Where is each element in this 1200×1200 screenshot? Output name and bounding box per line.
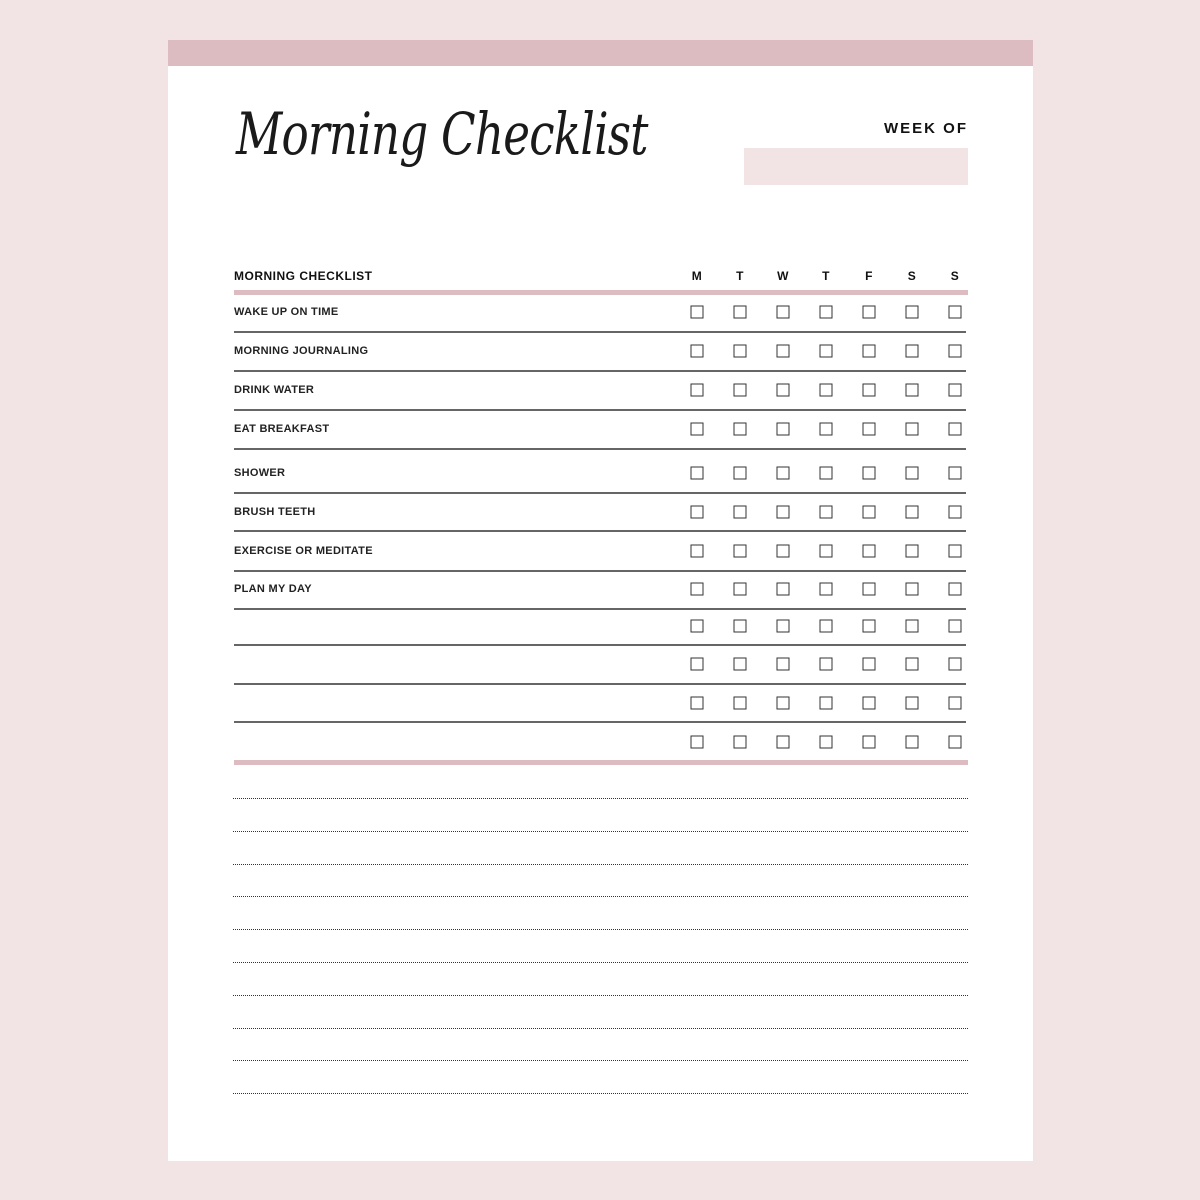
checklist-page (168, 40, 1033, 1161)
day-checkbox[interactable] (949, 736, 962, 749)
day-checkbox[interactable] (820, 345, 833, 358)
day-header: S (950, 269, 960, 283)
day-checkbox[interactable] (863, 736, 876, 749)
day-checkbox[interactable] (949, 697, 962, 710)
day-checkbox[interactable] (820, 736, 833, 749)
day-checkbox[interactable] (906, 736, 919, 749)
row-divider (234, 370, 966, 372)
notes-line[interactable] (233, 962, 968, 963)
row-divider (234, 644, 966, 646)
day-checkbox[interactable] (949, 384, 962, 397)
notes-line[interactable] (233, 929, 968, 930)
top-accent-bar (168, 40, 1033, 66)
day-checkbox[interactable] (906, 423, 919, 436)
row-divider (234, 448, 966, 450)
day-checkbox[interactable] (777, 345, 790, 358)
day-checkbox[interactable] (863, 423, 876, 436)
day-checkbox[interactable] (734, 306, 747, 319)
day-checkbox[interactable] (906, 345, 919, 358)
row-label[interactable]: WAKE UP ON TIME (234, 306, 339, 318)
row-divider (234, 409, 966, 411)
day-header: T (822, 269, 830, 283)
page-title: Morning Checklist (236, 100, 648, 168)
day-checkbox[interactable] (863, 306, 876, 319)
day-checkbox[interactable] (734, 583, 747, 596)
day-checkbox[interactable] (691, 658, 704, 671)
day-checkbox[interactable] (777, 697, 790, 710)
row-divider (234, 331, 966, 333)
day-checkbox[interactable] (777, 545, 790, 558)
day-checkbox[interactable] (949, 620, 962, 633)
header-divider (234, 290, 968, 295)
day-checkbox[interactable] (691, 384, 704, 397)
row-label[interactable]: MORNING JOURNALING (234, 345, 369, 357)
row-label[interactable]: DRINK WATER (234, 384, 315, 396)
row-label[interactable]: BRUSH TEETH (234, 506, 316, 518)
day-checkbox[interactable] (820, 423, 833, 436)
day-checkbox[interactable] (691, 306, 704, 319)
row-divider (234, 492, 966, 494)
day-checkbox[interactable] (906, 583, 919, 596)
day-checkbox[interactable] (949, 423, 962, 436)
week-of-field[interactable] (744, 148, 968, 185)
day-checkbox[interactable] (734, 506, 747, 519)
day-checkbox[interactable] (949, 467, 962, 480)
notes-line[interactable] (233, 995, 968, 996)
day-checkbox[interactable] (734, 658, 747, 671)
day-checkbox[interactable] (863, 345, 876, 358)
day-checkbox[interactable] (863, 545, 876, 558)
day-header: T (736, 269, 744, 283)
row-label[interactable]: EAT BREAKFAST (234, 423, 330, 435)
day-checkbox[interactable] (734, 697, 747, 710)
day-checkbox[interactable] (949, 506, 962, 519)
day-checkbox[interactable] (820, 545, 833, 558)
day-checkbox[interactable] (820, 506, 833, 519)
day-checkbox[interactable] (734, 345, 747, 358)
day-checkbox[interactable] (906, 658, 919, 671)
row-divider (234, 608, 966, 610)
row-divider (234, 721, 966, 723)
notes-line[interactable] (233, 798, 968, 799)
day-checkbox[interactable] (691, 345, 704, 358)
day-checkbox[interactable] (734, 423, 747, 436)
day-checkbox[interactable] (949, 658, 962, 671)
day-checkbox[interactable] (734, 736, 747, 749)
day-checkbox[interactable] (734, 384, 747, 397)
day-checkbox[interactable] (863, 384, 876, 397)
checklist-column-header: MORNING CHECKLIST (234, 269, 373, 283)
day-checkbox[interactable] (691, 545, 704, 558)
notes-line[interactable] (233, 864, 968, 865)
day-checkbox[interactable] (906, 306, 919, 319)
day-checkbox[interactable] (906, 506, 919, 519)
day-checkbox[interactable] (691, 620, 704, 633)
day-checkbox[interactable] (691, 736, 704, 749)
table-bottom-divider (234, 760, 968, 765)
day-checkbox[interactable] (863, 467, 876, 480)
day-checkbox[interactable] (906, 467, 919, 480)
day-checkbox[interactable] (863, 583, 876, 596)
notes-line[interactable] (233, 1028, 968, 1029)
row-label[interactable]: PLAN MY DAY (234, 583, 312, 595)
day-checkbox[interactable] (734, 545, 747, 558)
day-checkbox[interactable] (820, 384, 833, 397)
day-checkbox[interactable] (777, 384, 790, 397)
day-checkbox[interactable] (777, 506, 790, 519)
day-checkbox[interactable] (820, 620, 833, 633)
row-divider (234, 570, 966, 572)
day-checkbox[interactable] (691, 506, 704, 519)
notes-line[interactable] (233, 1060, 968, 1061)
day-checkbox[interactable] (777, 658, 790, 671)
day-checkbox[interactable] (734, 620, 747, 633)
day-checkbox[interactable] (906, 697, 919, 710)
day-checkbox[interactable] (820, 583, 833, 596)
day-checkbox[interactable] (691, 423, 704, 436)
day-checkbox[interactable] (906, 620, 919, 633)
day-checkbox[interactable] (820, 467, 833, 480)
day-checkbox[interactable] (820, 306, 833, 319)
day-checkbox[interactable] (777, 306, 790, 319)
day-checkbox[interactable] (906, 545, 919, 558)
day-header: F (865, 269, 873, 283)
day-checkbox[interactable] (863, 697, 876, 710)
day-checkbox[interactable] (734, 467, 747, 480)
day-header: S (907, 269, 917, 283)
day-checkbox[interactable] (863, 506, 876, 519)
day-checkbox[interactable] (777, 620, 790, 633)
row-divider (234, 530, 966, 532)
notes-line[interactable] (233, 1093, 968, 1094)
day-checkbox[interactable] (863, 658, 876, 671)
day-checkbox[interactable] (777, 583, 790, 596)
day-checkbox[interactable] (906, 384, 919, 397)
day-checkbox[interactable] (691, 467, 704, 480)
day-checkbox[interactable] (820, 697, 833, 710)
day-header: M (691, 269, 703, 283)
notes-line[interactable] (233, 831, 968, 832)
day-header: W (777, 269, 789, 283)
day-checkbox[interactable] (863, 620, 876, 633)
day-checkbox[interactable] (777, 736, 790, 749)
row-label[interactable]: SHOWER (234, 467, 286, 479)
day-checkbox[interactable] (691, 697, 704, 710)
day-checkbox[interactable] (820, 658, 833, 671)
day-checkbox[interactable] (777, 467, 790, 480)
notes-line[interactable] (233, 896, 968, 897)
day-checkbox[interactable] (777, 423, 790, 436)
row-divider (234, 683, 966, 685)
day-checkbox[interactable] (949, 583, 962, 596)
day-checkbox[interactable] (949, 345, 962, 358)
day-checkbox[interactable] (949, 306, 962, 319)
week-of-label: WEEK OF (884, 120, 968, 137)
day-checkbox[interactable] (691, 583, 704, 596)
row-label[interactable]: EXERCISE OR MEDITATE (234, 545, 373, 557)
day-checkbox[interactable] (949, 545, 962, 558)
